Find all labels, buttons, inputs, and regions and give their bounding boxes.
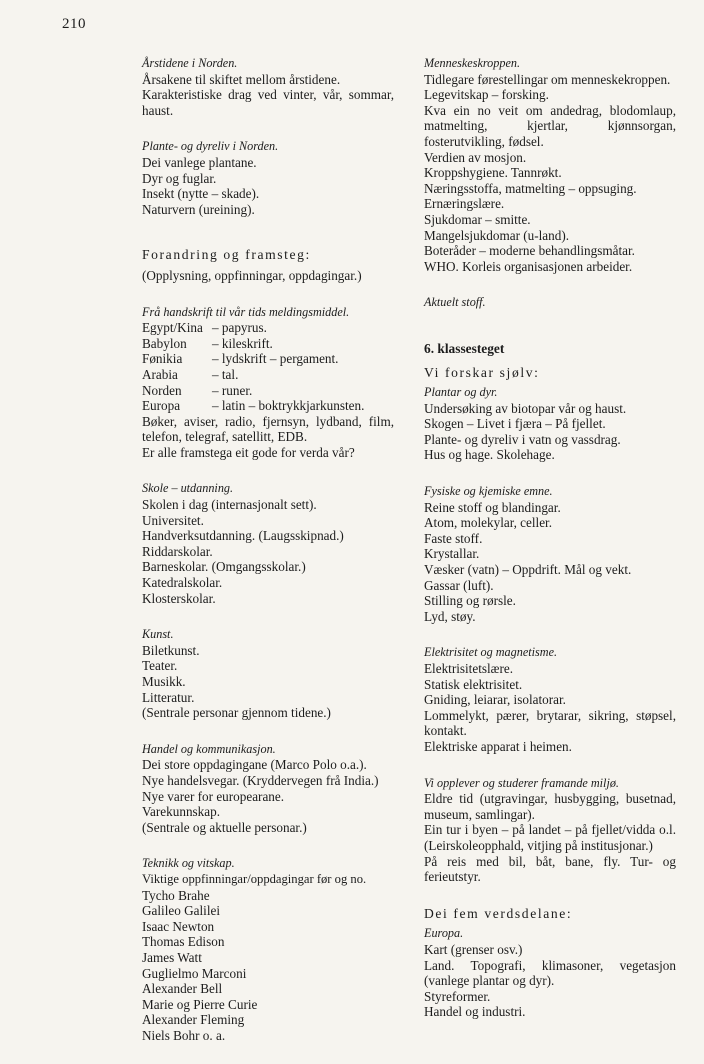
text-line: Er alle framstega eit gode for verda vår? (142, 444, 355, 460)
text-line: Skolen i dag (internasjonalt sett). (142, 497, 317, 513)
section-heading: Frå handskrift til vår tids meldingsmiddel. (142, 304, 350, 319)
text-line: Insekt (nytte – skade). (142, 186, 260, 202)
text-line: Dei vanlege plantane. (142, 154, 257, 170)
text-line: Mangelsjukdomar (u-land). (424, 227, 570, 243)
section-arstidene (142, 56, 394, 118)
section-teknikk (142, 856, 394, 1043)
timeline-place: Egypt/Kina (142, 320, 203, 336)
text-line: Plante- og dyreliv i vatn og vassdrag. (424, 431, 621, 447)
section-heading: Vi forskar sjølv: (424, 364, 540, 380)
text-line: Niels Bohr o. a. (142, 1027, 226, 1043)
text-line: Handel og industri. (424, 1004, 526, 1020)
timeline-row (142, 351, 364, 367)
text-line: Undersøking av biotopar vår og haust. (424, 400, 627, 416)
section-fysiske (424, 484, 676, 624)
text-line: Nye varer for europearane. (142, 788, 285, 804)
section-heading: Fysiske og kjemiske emne. (424, 484, 553, 499)
timeline-row (142, 367, 364, 383)
text-line: Årsakene til skiftet mellom årstidene. (142, 71, 341, 87)
section-heading: Menneskeskroppen. (424, 56, 520, 70)
text-line: Kart (grenser osv.) (424, 941, 523, 957)
timeline-row (142, 383, 364, 399)
text-line: Dyr og fuglar. (142, 170, 217, 186)
section-europa (424, 926, 676, 1020)
text-line: Lyd, støy. (424, 608, 476, 624)
timeline-place: Norden (142, 382, 182, 398)
text-line: Galileo Galilei (142, 903, 220, 919)
text-line: Ein tur i byen – på landet – på fjellet/vidda o.l. (Leirskoleopphald, vitjing på institusjonar.) (424, 822, 676, 853)
text-line: Litteratur. (142, 689, 195, 705)
text-line: Klosterskolar. (142, 590, 216, 606)
timeline-text: – kileskrift. (212, 335, 273, 351)
section-plantar (424, 385, 676, 463)
timeline-row (142, 398, 364, 414)
text-line: Naturvern (ureining). (142, 201, 255, 217)
text-line: Barneskolar. (Omgangsskolar.) (142, 559, 306, 575)
text-line: Væsker (vatn) – Oppdrift. Mål og vekt. (424, 562, 632, 578)
text-line: Universitet. (142, 512, 204, 528)
section-heading: Skole – utdanning. (142, 481, 234, 496)
text-line: Elektrisitetslære. (424, 661, 513, 676)
text-line: Gassar (luft). (424, 577, 494, 593)
timeline-row (142, 320, 364, 336)
section-kunst (142, 627, 394, 721)
section-handel (142, 742, 394, 836)
section-skole (142, 481, 394, 606)
timeline-place: Arabia (142, 366, 178, 382)
text-line: James Watt (142, 949, 202, 965)
text-line: Reine stoff og blandingar. (424, 499, 561, 515)
text-line: På reis med bil, båt, bane, fly. Tur- og ferieutstyr. (424, 853, 676, 885)
section-heading: Årstidene i Norden. (142, 56, 238, 70)
text-line: Karakteristiske drag ved vinter, vår, sommar, haust. (142, 87, 394, 118)
section-heading: Forandring og framsteg: (142, 247, 311, 263)
text-line: (Opplysning, oppfinningar, oppdagingar.) (142, 267, 362, 283)
text-line: Stilling og rørsle. (424, 593, 516, 609)
text-line: Eldre tid (utgravingar, husbygging, busetnad, museum, samlingar). (424, 791, 676, 822)
grade-heading: 6. klassesteget (424, 340, 505, 356)
text-line: (Sentrale personar gjennom tidene.) (142, 705, 331, 721)
section-handskrift (142, 305, 394, 461)
timeline-row (142, 336, 364, 352)
section-heading: Aktuelt stoff. (424, 295, 486, 310)
text-line: Hus og hage. Skolehage. (424, 447, 555, 463)
timeline-text: – runer. (212, 382, 253, 398)
right-column (424, 56, 676, 1041)
text-line: Tidlegare førestellingar om menneskekroppen. (424, 71, 671, 87)
left-column (142, 56, 394, 1064)
text-line: Nye handelsvegar. (Kryddervegen frå India.) (142, 772, 379, 788)
text-line: Musikk. (142, 674, 186, 689)
timeline-table (142, 320, 364, 414)
text-line: Styreformer. (424, 988, 491, 1004)
text-line: Dei store oppdagingane (Marco Polo o.a.). (142, 757, 367, 773)
section-elektrisitet (424, 645, 676, 754)
section-plante-dyreliv (142, 139, 394, 217)
text-line: Teater. (142, 658, 178, 674)
text-line: Biletkunst. (142, 642, 200, 658)
text-line: Varekunnskap. (142, 804, 221, 820)
section-heading: Dei fem verdsdelane: (424, 905, 573, 921)
text-line: Statisk elektrisitet. (424, 676, 523, 692)
text-line: Gniding, leiarar, isolatorar. (424, 692, 566, 708)
text-line: Ernæringslære. (424, 196, 505, 212)
text-line: Tycho Brahe (142, 887, 210, 903)
text-line: Legevitskap – forsking. (424, 87, 549, 103)
text-line: (Sentrale og aktuelle personar.) (142, 819, 307, 835)
section-aktuelt (424, 295, 676, 311)
section-heading: Vi opplever og studerer framande miljø. (424, 775, 619, 790)
text-line: Faste stoff. (424, 530, 483, 546)
text-line: Elektriske apparat i heimen. (424, 738, 572, 754)
text-line: Alexander Fleming (142, 1012, 245, 1028)
text-line: Alexander Bell (142, 981, 223, 997)
text-line: Boteråder – moderne behandlingsmåtar. (424, 243, 635, 259)
text-line: Isaac Newton (142, 918, 215, 934)
text-line: WHO. Korleis organisasjonen arbeider. (424, 258, 633, 274)
text-line: Viktige oppfinningar/oppdagingar før og no. (142, 871, 367, 886)
timeline-place: Europa (142, 398, 181, 414)
text-line: Katedralskolar. (142, 575, 223, 591)
timeline-text: – latin – boktrykkjarkunsten. (212, 398, 365, 414)
text-line: Krystallar. (424, 546, 480, 562)
section-forandring (142, 247, 394, 283)
timeline-text: – papyrus. (212, 320, 267, 336)
timeline-place: Babylon (142, 335, 187, 351)
text-line: Kroppshygiene. Tannrøkt. (424, 165, 562, 181)
section-heading: Elektrisitet og magnetisme. (424, 645, 558, 660)
text-line: Næringsstoffa, matmelting – oppsuging. (424, 180, 637, 196)
text-line: Verdien av mosjon. (424, 149, 527, 165)
text-line: Guglielmo Marconi (142, 965, 247, 981)
timeline-text: – tal. (212, 366, 239, 382)
section-heading: Teknikk og vitskap. (142, 856, 235, 871)
section-heading: Handel og kommunikasjon. (142, 741, 276, 756)
text-line: Kva ein no veit om andedrag, blodomlaup, matmelting, kjertlar, kjønnsorgan, fosterutvikling, fødsel. (424, 102, 676, 149)
text-line: Marie og Pierre Curie (142, 996, 258, 1012)
timeline-text: – lydskrift – pergament. (212, 351, 339, 367)
text-line: Bøker, aviser, radio, fjernsyn, lydband, film, telefon, telegraf, satellitt, EDB. (142, 413, 394, 445)
text-line: Sjukdomar – smitte. (424, 211, 531, 227)
section-menneskeskroppen (424, 56, 676, 274)
section-heading: Europa. (424, 926, 464, 941)
section-opplever (424, 776, 676, 885)
timeline-place: Fønikia (142, 351, 183, 367)
section-heading: Plante- og dyreliv i Norden. (142, 139, 279, 154)
text-line: Skogen – Livet i fjæra – På fjellet. (424, 416, 606, 432)
section-heading: Plantar og dyr. (424, 385, 498, 400)
text-line: Atom, molekylar, celler. (424, 515, 553, 531)
page-number: 210 (62, 16, 86, 32)
text-line: Riddarskolar. (142, 543, 213, 559)
text-line: Thomas Edison (142, 934, 225, 950)
section-heading: Kunst. (142, 627, 174, 642)
text-line: Handverksutdanning. (Laugsskipnad.) (142, 528, 344, 544)
text-line: Land. Topografi, klimasoner, vegetasjon (vanlege plantar og dyr). (424, 957, 676, 989)
text-line: Lommelykt, pærer, brytarar, sikring, støpsel, kontakt. (424, 707, 676, 739)
